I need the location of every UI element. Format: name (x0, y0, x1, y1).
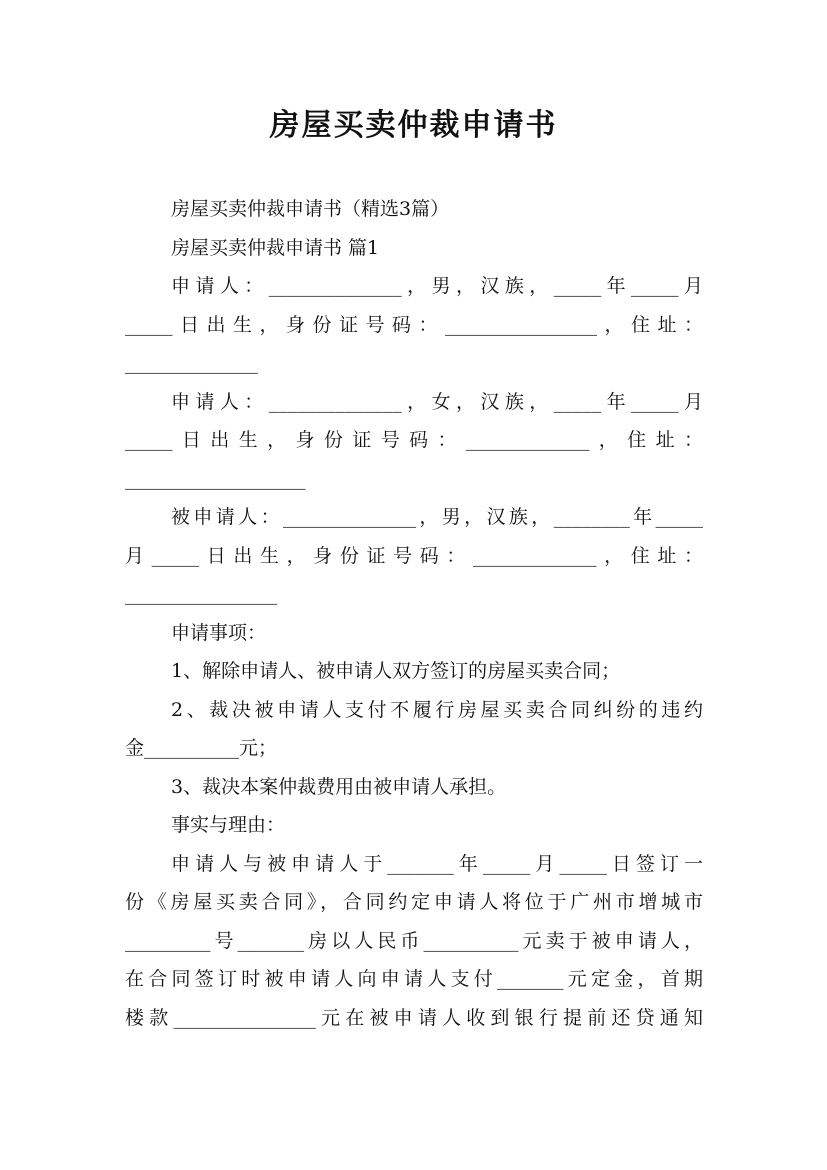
facts-line-1: 申请人与被申请人于_______年_____月_____日签订一 (171, 852, 703, 875)
respondent-line-1: 被申请人：______________，男，汉族，________年_____ (171, 506, 703, 528)
facts-line-2: 份《房屋买卖合同》，合同约定申请人将位于广州市增城市 (125, 891, 703, 913)
claim-3: 3、裁决本案仲裁费用由被申请人承担。 (171, 775, 507, 798)
applicant-1-line-3: ______________ (125, 352, 258, 374)
applicant-2-line-3: ___________________ (125, 467, 306, 490)
claim-2-line-1: 2、裁决被申请人支付不履行房屋买卖合同纠纷的违约 (171, 698, 703, 721)
document-title: 房屋买卖仲裁申请书 (269, 108, 558, 143)
applicant-1-line-2: _____日出生，身份证号码：________________，住址： (125, 313, 703, 336)
applicant-2-line-2: _____日出生，身份证号码：_____________，住址： (125, 429, 703, 451)
claims-heading: 申请事项： (171, 621, 267, 644)
applicant-1-line-1: 申请人：______________，男，汉族，_____年_____月 (171, 275, 703, 297)
subtitle: 房屋买卖仲裁申请书（精选3篇） (171, 198, 450, 220)
facts-line-4: 在合同签订时被申请人向申请人支付_______元定金，首期 (125, 968, 703, 990)
facts-line-5: 楼款_______________元在被申请人收到银行提前还贷通知 (125, 1006, 703, 1029)
facts-heading: 事实与理由： (171, 814, 286, 836)
claim-2-line-2: 金__________元； (125, 737, 278, 759)
claim-1: 1、解除申请人、被申请人双方签订的房屋买卖合同； (171, 660, 621, 682)
facts-line-3: _________号_______房以人民币__________元卖于被申请人， (125, 929, 703, 952)
document-body (125, 190, 703, 1037)
section-heading: 房屋买卖仲裁申请书 篇1 (171, 236, 380, 259)
applicant-2-line-1: 申请人：______________，女，汉族，_____年_____月 (171, 390, 703, 413)
respondent-line-3: ________________ (125, 583, 277, 605)
respondent-line-2: 月_____日出生，身份证号码：_____________，住址： (125, 544, 703, 567)
